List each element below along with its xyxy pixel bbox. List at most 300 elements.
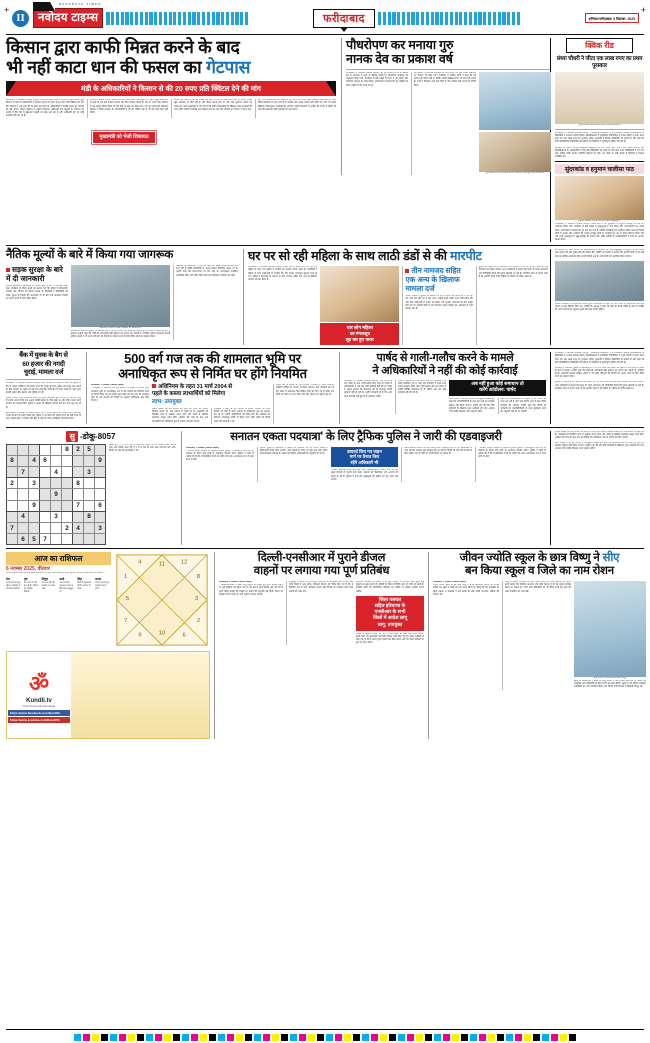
sudoku-cell[interactable] <box>7 534 18 545</box>
sudoku-cell[interactable]: 4 <box>29 455 40 466</box>
councillor-headline-line1: पार्षद से गाली-गलौच करने के मामले <box>376 352 514 365</box>
registration-swatch <box>425 1034 432 1041</box>
guru-headline-line2: नानक देव का प्रकाश वर्ष <box>346 52 453 66</box>
color-registration-bar <box>0 1032 650 1043</box>
registration-swatch <box>128 1034 135 1041</box>
student-headline-line1 <box>433 552 646 565</box>
sudoku-row <box>7 534 106 545</box>
edition-city-tab[interactable]: फरीदाबाद <box>313 9 375 28</box>
registration-swatch <box>569 1034 576 1041</box>
sudoku-cell[interactable] <box>40 467 51 478</box>
sudoku-cell[interactable] <box>73 534 84 545</box>
councillor-headline-line2: ने अधिकारियों ने नहीं की कोई कार्रवाई <box>372 364 518 377</box>
land-col-1: : उपायुक्त ने जानकारी देते हुए बताया कि हरियाणा सरकार द्वारा शामलात भूमि पर अनाधिकृत रूप से बने मकानों को नियमित करने का निर्णय लिया गया है। इसके तहत 500 वर्ग गज तक की शामलात भूमि पर बने मकानों को नियमों के अनुसार मालिकाना हक दिया जाएगा। <box>91 387 149 403</box>
registration-swatch <box>155 1034 162 1041</box>
lead-headline-highlight: गेटपास <box>206 56 251 77</box>
traffic-col-3: 2 नंबर, अजरौंदा चौक, बस स्टैंड चौक, बड़खल चौक, सेक्टर चौक व अन्य प्रमुख चौराहों से गुजरने वाले वाहन चालकों को वैकल्पिक मार्ग अपनाने की सलाह दी गई है। पुलिस ने कहा कि श्रद्धालुओं की सुविधा का पूरा ध्यान रखा जाएगा। <box>330 469 399 481</box>
sudoku-cell[interactable] <box>18 522 29 533</box>
registration-swatch <box>290 1034 297 1041</box>
traffic-col-2: ट्रैफिक पुलिस के अधिकारी ने बताया कि पदयात्रा मार्ग पर पर्याप्त संख्या में पुलिसकर्मी तैनात किए जाएंगे। भारी वाहनों के प्रवेश पर पूरी तरह रोक रहेगी। आपातकालीन सेवाओं के वाहनों को निर्बाध आवाजाही की अनुमति दी गई है। <box>257 447 328 482</box>
student-col-2: विष्णु ने अपनी सफलता का श्रेय अपने माता-पिता और शिक्षकों को दिया। उसने बताया कि नियमित अध्ययन और कड़ी मेहनत से ही यह मुकाम हासिल किया जा सकता है। उसने अन्य विद्यार्थियों को भी प्रेरित करते हुए कहा कि लक्ष्य निर्धारित कर आगे बढ़ें। <box>502 581 571 689</box>
land-dateline: फरीदाबाद, 5 दिसम्बर (नवोदय टाइम्स) <box>91 384 124 387</box>
third-left-zone <box>6 352 546 423</box>
traffic-callout-line2: मार्ग पर तैनात किए <box>349 454 380 460</box>
registration-swatch <box>119 1034 126 1041</box>
assault-callout-line2: का मंगलसूत्र <box>349 331 370 337</box>
top-left-zone <box>6 38 546 242</box>
student-headline-highlight: सीए <box>602 552 620 565</box>
sudoku-cell[interactable] <box>84 489 95 500</box>
sudoku-grid[interactable] <box>6 444 106 546</box>
sudoku-block <box>6 431 176 546</box>
youtube-link[interactable]: https://www.youtube.com/KundliTv <box>8 717 70 723</box>
sudoku-cell[interactable] <box>95 489 106 500</box>
registration-swatch <box>407 1034 414 1041</box>
registration-swatch <box>434 1034 441 1041</box>
registration-swatch <box>362 1034 369 1041</box>
assault-headline-text: घर पर सो रही महिला के साथ लाठी डंडों से की <box>248 249 451 264</box>
sudoku-cell[interactable] <box>84 522 95 533</box>
sudoku-cell[interactable]: 6 <box>40 455 51 466</box>
registration-swatch <box>470 1034 477 1041</box>
rail-text-e: अन्य पार्षदों ने भी इस मामले में एकजुटता दिखाते हुए कहा कि जनप्रतिनिधियों के साथ इस तरह का व्यवहार बर्दाश्त नहीं किया जाएगा। उन्होंने मांग की कि दोषी कर्मचारी के खिलाफ तुरंत कार्रवाई की जाए अन्यथा सभी पार्षद मिलकर धरना प्रदर्शन करेंगे। <box>555 442 644 451</box>
sudoku-cell[interactable]: 5 <box>29 534 40 545</box>
registration-swatch <box>371 1034 378 1041</box>
diesel-callout-line1: जिला पलवल <box>378 597 402 603</box>
sudoku-cell[interactable] <box>62 455 73 466</box>
councillor-col-3: अन्य पार्षदों ने भी इस मामले में एकजुटता दिखाते हुए कहा कि जनप्रतिनिधियों के साथ इस तरह का व्यवहार बर्दाश्त नहीं किया जाएगा। उन्होंने मांग की कि दोषी कर्मचारी के खिलाफ तुरंत कार्रवाई की जाए अन्यथा सभी पार्षद मिलकर धरना प्रदर्शन करेंगे। <box>449 398 495 413</box>
traffic-headline: सनातन एकता पदयात्रा' के लिए ट्रैफिक पुलिस ने जारी की एडवाइजरी <box>230 430 502 443</box>
student-col-3: स्कूल के प्रधानाचार्य ने कहा कि विष्णु हमेशा से एक मेधावी छात्र रहा है। उसकी यह उपलब्धि अन्य विद्यार्थियों के लिए प्रेरणा का स्रोत बनेगी। स्कूल में एक विशेष कार्यक्रम आयोजित कर उसे सम्मानित किया गया जिसमें सभी शिक्षक व विद्यार्थी मौजूद रहे। <box>574 680 646 689</box>
assault-headline <box>248 249 548 263</box>
sudoku-cell[interactable]: 8 <box>84 511 95 522</box>
registration-swatch <box>308 1034 315 1041</box>
student-col-1: जीवन ज्योति स्कूल के पूर्व छात्र विष्णु ने चार्टर्ड अकाउंटेंट (सीए) की परीक्षा उत्तीर्ण कर स्कूल व जिले का नाम रोशन किया है। विष्णु की इस उपलब्धि पर स्कूल प्रबंधन व शिक्षकों ने उसे बधाई दी और उसके उज्ज्वल भविष्य की कामना की। <box>433 584 499 596</box>
lead-callout <box>92 131 156 143</box>
sudoku-cell[interactable] <box>51 500 62 511</box>
registration-swatch <box>146 1034 153 1041</box>
sudoku-cell[interactable] <box>18 500 29 511</box>
registration-swatch <box>398 1034 405 1041</box>
registration-swatch <box>560 1034 567 1041</box>
registration-swatch <box>389 1034 396 1041</box>
kundli-house-number: 5 <box>125 596 130 603</box>
quick-read-sub-body-2: इस अवसर पर मंदिर परिसर को आकर्षक ढंग से सजाया गया था। श्रद्धालुओं ने हनुमान जी की विशेष पूजा-अर्चना की और सुख-शांति की प्रार्थना की। समिति के सदस्यों ने बताया कि आगामी दिनों में भी इसी तरह के धार्मिक आयोजन किए जाएंगे जिनमें क्षेत्र के सभी लोगों को आमंत्रित किया जाएगा। <box>555 249 644 258</box>
land-headline-line2: अनाधिकृत रूप से निर्मित घर होंगे नियमित <box>118 365 307 381</box>
sudoku-cell[interactable] <box>40 489 51 500</box>
sudoku-cell[interactable]: 3 <box>84 467 95 478</box>
assault-headline-highlight: मारपीट <box>450 249 482 264</box>
assault-photo <box>320 266 399 322</box>
sudoku-cell[interactable] <box>18 444 29 455</box>
student-photo-caption: सीए बनने पर सम्मानित होते छात्र विष्णु। <box>593 677 627 680</box>
diesel-col-1: : दिल्ली-एनसीआर में बढ़ते वायु प्रदूषण को देखते हुए पुराने डीजल वाहनों पर पूर्ण प्रतिबंध लगा दिया गया है। 10 वर्ष से पुराने डीजल और 15 वर्ष से पुराने पेट्रोल वाहनों को सड़कों पर चलाने की अनुमति नहीं होगी। नियम का उल्लंघन करने वालों पर भारी जुर्माना लगाया जाएगा। <box>219 584 283 596</box>
sudoku-row <box>7 500 106 511</box>
sudoku-cell[interactable] <box>40 500 51 511</box>
bank-body-3: बैंक प्रबंधन ने ग्राहकों से अपील की है कि वे अपने सामान का विशेष ध्यान रखें और नगदी लेन-देन के समय सतर्क रहें। पुलिस ने भी लोगों को सलाह दी है कि बड़ी रकम के साथ अकेले बाहर न निकलें और बैंक में भीड़ के समय अतिरिक्त सावधानी बरतें। <box>6 411 81 420</box>
assault-bullet-line2: एक अन्य के खिलाफ <box>405 275 460 285</box>
sudoku-cell[interactable] <box>29 522 40 533</box>
bank-headline <box>6 352 81 377</box>
story-student <box>428 552 646 739</box>
story-councillor <box>339 352 546 423</box>
sudoku-cell[interactable] <box>95 534 106 545</box>
sudoku-cell[interactable]: 3 <box>51 511 62 522</box>
registration-swatch <box>488 1034 495 1041</box>
kundli-house-number: 2 <box>196 618 201 625</box>
councillor-callout-line2: करेंगे आंदोलन: पार्षद <box>479 388 516 394</box>
diesel-dateline: फरीदाबाद, 5 दिसम्बर (नवोदय टाइम्स) <box>219 581 252 584</box>
traffic-callout-line1: डायवर्ट किए गए वाहन <box>347 448 382 454</box>
sudoku-cell[interactable] <box>51 455 62 466</box>
sudoku-cell[interactable] <box>84 455 95 466</box>
story-guru-nanak <box>341 38 551 175</box>
registration-swatch <box>479 1034 486 1041</box>
guru-photo-2 <box>479 132 551 172</box>
student-dateline: फरीदाबाद, 5 दिसम्बर (नवोदय टाइम्स): <box>433 581 467 584</box>
sudoku-cell[interactable] <box>40 478 51 489</box>
kundli-house-number: 12 <box>180 559 188 566</box>
registration-swatch <box>263 1034 270 1041</box>
quick-read-sub-body: फरीदाबाद, 5 दिसम्बर (नवोदय टाइम्स): सेक्टर क्षेत्र में श्री सुंदरकांड व हनुमान चालीसा के पाठ का आयोजन किया गया। कार्यक्रम में बड़ी संख्या में श्रद्धालुओं ने भाग लिया और भजन-कीर्तन का आनंद लिया। आयोजकों ने बताया कि हर माह इस तरह के धार्मिक कार्यक्रमों का आयोजन किया जाता है जिससे लोगों में आस्था और भाईचारे की भावना मजबूत होती है। कार्यक्रम के अंत में प्रसाद वितरण किया गया और सभी श्रद्धालुओं ने सुख-समृद्धि की कामना की। मंदिर समिति के पदाधिकारियों ने सभी का आभार व्यक्त किया। <box>555 223 644 242</box>
guru-headline-line1: पौधरोपण कर मनाया गुरु <box>346 38 454 52</box>
sudoku-cell[interactable] <box>29 511 40 522</box>
land-callout <box>152 384 270 406</box>
guru-photo-wrap <box>479 72 551 175</box>
registration-swatch <box>326 1034 333 1041</box>
registration-swatch <box>137 1034 144 1041</box>
sudoku-cell[interactable] <box>18 455 29 466</box>
kundli-house-number: 4 <box>138 559 142 566</box>
fourth-band <box>6 431 644 546</box>
diesel-callout-line2: सहित हरियाणा के <box>374 603 406 609</box>
rail-text-b: कार्यक्रम में यातायात पुलिस के अधिकारियों ने भी भाग लिया और बच्चों को हेलमेट व सीट बेल्ट के महत्व के बारे में बताया। उन्होंने कहा कि छोटी-सी लापरवाही बड़ी दुर्घटना का कारण बन सकती है, इसलिए हमेशा सावधानी बरतनी चाहिए। बच्चों ने भी अपने परिजनों को नियमों का पालन करने के लिए प्रेरित करने का संकल्प लिया। <box>555 366 644 379</box>
registration-swatch <box>200 1034 207 1041</box>
registration-swatch <box>83 1034 90 1041</box>
councillor-col-1: फरीदाबाद, 5 दिसम्बर (नवोदय टाइम्स): नगर निगम के एक पार्षद के साथ गाली-गलौच किए जाने के मामले में अधिकारियों ने अब तक कोई कार्रवाई नहीं की है। पार्षद ने आरोप लगाया कि शिकायत देने के बावजूद उनकी सुनवाई नहीं हो रही है। उन्होंने चेतावनी दी है कि अगर जल्द कार्रवाई नहीं हुई तो वे आंदोलन करेंगे। <box>344 379 392 398</box>
student-headline-text: जीवन ज्योति स्कूल के छात्र विष्णु ने <box>459 552 603 565</box>
sudoku-cell[interactable]: 9 <box>29 500 40 511</box>
traffic-dateline: फरीदाबाद, 5 दिसम्बर (नवोदय टाइम्स) <box>186 446 219 449</box>
fourth-left-zone <box>6 431 546 546</box>
registration-swatch <box>272 1034 279 1041</box>
fifth-band <box>6 552 644 739</box>
kundli-house-number: 1 <box>123 574 128 581</box>
sudoku-cell[interactable] <box>62 478 73 489</box>
horoscope-sign: सिंह मित्रों से मुलाकात होगी। व्यापार में लाभ। <box>77 576 92 590</box>
kundli-ad[interactable] <box>6 651 210 739</box>
sudoku-cell[interactable]: 7 <box>18 467 29 478</box>
registration-swatch <box>551 1034 558 1041</box>
story-assault <box>243 249 548 345</box>
top-band <box>6 38 644 242</box>
sudoku-cell[interactable] <box>62 534 73 545</box>
sudoku-cell[interactable]: 4 <box>73 522 84 533</box>
rail-text-a: फरीदाबाद, 5 दिसम्बर (नवोदय टाइम्स) : सांस्कृतिक कार्यक्रमों में श्री विश्वकर्मा कौशल विश्वविद्यालय के विद्यार्थियों ने शानदार प्रदर्शन किया। विश्वविद्यालय में आयोजित प्रतियोगिता में संध्या चौधरी ने प्रथम स्थान प्राप्त कर एक लाख रुपए का पुरस्कार जीता। कुलपति ने विजेता विद्यार्थियों को बधाई दी और कहा कि ऐसी प्रतियोगिताएं विद्यार्थियों की प्रतिभा को निखारने में महत्वपूर्ण भूमिका निभाती हैं। <box>555 352 644 364</box>
sudoku-cell[interactable]: 4 <box>51 467 62 478</box>
sudoku-cell[interactable] <box>84 500 95 511</box>
sudoku-cell[interactable]: 7 <box>7 522 18 533</box>
sudoku-cell[interactable] <box>40 444 51 455</box>
quick-read-photo-3 <box>555 261 644 301</box>
lead-headline-line1: किसान द्वारा काफी मिन्नत करने के बाद <box>6 37 240 57</box>
bank-body-2: पुलिस ने बैंक में लगे सीसीटीवी कैमरों की फुटेज खंगालनी शुरू कर दी है। प्रारंभिक जांच में सामने आया है कि एक अज्ञात व्यक्ति युवक के पीछे खड़ा था और मौका पाकर उसने वारदात को अंजाम दिया। पुलिस ने अज्ञात के खिलाफ मामला दर्ज कर जांच शुरू कर दी है। <box>6 397 81 409</box>
quick-read-body-2: कार्यक्रम के दौरान विभिन्न सांस्कृतिक प्रस्तुतियां दी गईं जिनमें नृत्य, गायन और नाटक शामिल रहे। विश्वविद्यालय के अधिकारियों ने कहा कि विद्यार्थियों को पढ़ाई के साथ-साथ अन्य गतिविधियों में भी भाग लेना चाहिए ताकि उनका सर्वांगीण विकास हो सके। इस मौके पर बड़ी संख्या में विद्यार्थी व शिक्षक उपस्थित रहे। <box>555 146 644 159</box>
diesel-col-2: उपायुक्त ने बताया कि यह आदेश हरियाणा के एनसीआर क्षेत्र में आने वाले सभी जिलों में लागू होगा। परिवहन विभाग को निर्देश दिए गए हैं कि वे नियमित रूप से जांच अभियान चलाएं और नियमों का उल्लंघन करने वाले वाहनों को जब्त करें। <box>286 581 353 645</box>
sudoku-cell[interactable]: 8 <box>73 478 84 489</box>
sudoku-cell[interactable]: 2 <box>62 522 73 533</box>
horoscope-sign: मिथुन यात्रा का योग है। स्वास्थ्य का ध्यान रखें। <box>41 576 56 590</box>
student-photo <box>574 581 646 677</box>
registration-swatch <box>524 1034 531 1041</box>
registration-swatch <box>182 1034 189 1041</box>
assault-bullet-line3: मामला दर्ज <box>405 284 435 294</box>
assault-bullet <box>403 266 472 293</box>
horoscope-sign: वृष धन लाभ के योग बन रहे हैं। परिवार का सहयोग मिलेगा। <box>23 576 39 593</box>
crop-mark-right: + <box>640 5 646 15</box>
kundli-house-number: 9 <box>138 632 142 639</box>
assault-col-3: पुलिस का कहना है कि आरोपियों की तलाश की जा रही है और जल्द ही उन्हें गिरफ्तार कर लिया जाएगा। जांच अधिकारी ने बताया कि घटना के समय आसपास लगे सीसीटीवी कैमरों की फुटेज खंगाली जा रही है। प्रारंभिक जांच में सामने आया है कि आरोपी पहले से ही महिला के परिवार से रंजिश रखते थे। <box>476 266 548 345</box>
sudoku-cell[interactable] <box>73 511 84 522</box>
councillor-callout-line1: अब नहीं हुआ कोई समाधान तो <box>471 381 524 387</box>
sudoku-cell[interactable] <box>51 444 62 455</box>
traffic-col-4: इसके अलावा पार्किंग के लिए विशेष स्थान निर्धारित किए गए हैं। आयोजकों के साथ समन्वय बनाकर पूरी व्यवस्था की जा रही है। किसी भी तरह की समस्या के लिए कंट्रोल रूम के नंबर पर संपर्क किया जा सकता है। <box>401 447 472 482</box>
kundli-chart <box>114 552 210 648</box>
assault-bullet-line1: तीन नामजद सहित <box>411 266 461 276</box>
sudoku-cell[interactable]: 3 <box>95 522 106 533</box>
kundli-house-number: 10 <box>158 630 166 637</box>
horoscope-block <box>6 552 210 739</box>
horoscope-date: 6 नवम्बर 2025, वीरवार <box>6 566 50 573</box>
guru-col-1: फरीदाबाद, 5 दिसम्बर (नवोदय टाइम्स): श्री गुरु नानक देव जी के प्रकाश वर्ष के उपलक्ष्य में शहर के विभिन्न स्थानों पर पौधरोपण कार्यक्रम का आयोजन किया गया। कार्यक्रम में बड़ी संख्या में संगत ने भाग लिया और पर्यावरण संरक्षण का संदेश दिया। आयोजकों ने बताया कि गुरु साहिब का संदेश प्रकृति से प्रेम करने का है। <box>346 72 408 87</box>
second-band <box>6 249 644 345</box>
assault-callout-line3: लूट कर हुए फरार <box>345 337 374 343</box>
land-headline-line1: 500 वर्ग गज तक की शामलात भूमि पर <box>124 351 301 367</box>
registration-swatch <box>335 1034 342 1041</box>
registration-swatch <box>452 1034 459 1041</box>
kundli-logo-icon: ॐ <box>28 670 50 696</box>
crop-mark-left: + <box>4 5 10 15</box>
story-bank-theft <box>6 352 81 423</box>
bullet-square-icon <box>6 268 10 272</box>
sudoku-cell[interactable]: 2 <box>73 444 84 455</box>
guru-col-2: इस अवसर पर विभिन्न प्रजातियों के पौधे लगाए गए और उनकी देखभाल का संकल्प भी लिया गया। कार्यक्रम में शामिल लोगों ने कहा कि पेड़ लगाना ही पर्याप्त नहीं है, बल्कि उनकी देखरेख करना भी उतना ही जरूरी है। सभी ने मिलकर आने वाले दिनों में और अधिक पौधे लगाने का निर्णय लिया। <box>411 72 476 175</box>
kundli-brand: Kundli.tv <box>26 697 52 704</box>
horoscope-sign: मेष आज का दिन शुभ रहेगा। कार्यक्षेत्र में सफलता मिलेगी। <box>6 576 21 590</box>
quick-read-sub-body-3: धार्मिक कार्यक्रमों के साथ-साथ समिति द्वारा समाजसेवा के कार्य भी किए जाते हैं। जरूरतमंद लोगों को भोजन व वस्त्र वितरित किए गए। समिति के अध्यक्ष ने कहा कि सेवा ही सच्ची भक्ति है और हर व्यक्ति को अपने सामर्थ्य के अनुसार दूसरों की मदद करनी चाहिए। <box>555 302 644 311</box>
kundli-house-number: 6 <box>182 632 186 639</box>
land-col-2: उन्होंने बताया कि इस योजना का लाभ उन लोगों को मिलेगा जिनका कब्जा 31 मार्च 2004 से पहले का है। आवेदकों को निर्धारित प्रपत्र में आवेदन करना होगा और कब्जे से संबंधित दस्तावेज प्रस्तुत करने होंगे। आवेदन की जांच के बाद पात्र लाभार्थियों को मालिकाना हक के प्रमाण पत्र दिए जाएंगे। <box>152 407 208 423</box>
publication-logo[interactable] <box>33 3 103 28</box>
assault-callout-line1: चार लोग महिला <box>346 325 373 331</box>
sudoku-row <box>7 522 106 533</box>
registration-swatch <box>110 1034 117 1041</box>
sudoku-cell[interactable] <box>51 534 62 545</box>
traffic-callout <box>331 447 399 468</box>
sudoku-cell[interactable] <box>7 500 18 511</box>
student-headline-line2: बन किया स्कूल व जिले का नाम रोशन <box>465 565 614 578</box>
bottom-rule <box>6 1029 644 1030</box>
registration-swatch <box>353 1034 360 1041</box>
bank-headline-line3: चुराई, मामला दर्ज <box>23 369 64 376</box>
quick-read-sub-caption: हनुमान चालीसा पाठ के दौरान उपस्थित श्रद्धालुजन। <box>578 220 621 223</box>
traffic-callout-line3: रहेंगे अधिकारी भी <box>350 459 379 465</box>
story-diesel <box>214 552 424 739</box>
kundli-svg-icon <box>114 552 210 648</box>
moral-bullet-text: सड़क सुरक्षा के बारे में दी जानकारी <box>6 265 63 284</box>
sudoku-cell[interactable]: 6 <box>18 534 29 545</box>
assault-col-1: फरीदाबाद, 5 दिसम्बर (नवोदय टाइम्स): सेक्टर क्षेत्र में अपने घर में सो रही एक महिला के साथ चार युवकों ने मारपीट का मामला सामने आया है। आरोपियों ने महिला के साथ लाठी-डंडों से मारपीट की और उसका मंगलसूत्र लूटकर फरार हो गए। पुलिस ने शिकायत के आधार पर तीन नामजद सहित एक अन्य के खिलाफ मामला दर्ज कर लिया है। <box>248 266 318 281</box>
quick-read-body: फरीदाबाद, 5 दिसम्बर (नवोदय टाइम्स) : सांस्कृतिक कार्यक्रमों में श्री विश्वकर्मा कौशल विश्वविद्यालय के विद्यार्थियों ने शानदार प्रदर्शन किया। विश्वविद्यालय में आयोजित प्रतियोगिता में संध्या चौधरी ने प्रथम स्थान प्राप्त कर एक लाख रुपए का पुरस्कार जीता। कुलपति ने विजेता विद्यार्थियों को बधाई दी और कहा कि ऐसी प्रतियोगिताएं विद्यार्थियों की प्रतिभा को निखारने में महत्वपूर्ण भूमिका निभाती हैं। <box>555 132 644 144</box>
sudoku-cell[interactable] <box>29 467 40 478</box>
horoscope-signs <box>6 578 111 594</box>
councillor-col-2: पार्षद ने बताया कि वह अपने वार्ड की समस्याओं को लेकर कार्यालय गए थे, जहां एक कर्मचारी ने उनके साथ अभद्र व्यवहार किया और गाली-गलौच की। इस संबंध में उन्होंने लिखित शिकायत दी थी लेकिन अब तक कोई कार्रवाई नहीं की गई है। <box>395 380 446 414</box>
kundli-house-number: 3 <box>194 596 199 603</box>
third-band <box>6 352 644 423</box>
kundli-house-number: 8 <box>196 574 201 581</box>
sudoku-cell[interactable] <box>84 534 95 545</box>
registration-swatch <box>173 1034 180 1041</box>
right-rail-filler-2 <box>550 431 644 546</box>
publication-emblem-icon: II <box>12 10 29 27</box>
story-traffic <box>181 431 546 546</box>
quick-read-lead-headline: संध्या चौधरी ने जीता एक लाख रुपए का प्रथम पुरस्कार <box>556 56 643 69</box>
lead-callout-text: मुख्यमंत्री को भेजी शिकायत <box>99 134 149 141</box>
diesel-headline-line1: दिल्ली-एनसीआर में पुराने डीजल <box>257 552 386 565</box>
diesel-callout-line3: एनसीआर के सभी <box>374 610 406 616</box>
sudoku-cell[interactable] <box>29 489 40 500</box>
rail-text-d: उन्होंने बताया कि इस योजना का लाभ उन लोगों को मिलेगा जिनका कब्जा 31 मार्च 2004 से पहले का है। आवेदकों को निर्धारित प्रपत्र में आवेदन करना होगा और कब्जे से संबंधित दस्तावेज प्रस्तुत करने होंगे। आवेदन की जांच के बाद पात्र लाभार्थियों को मालिकाना हक के प्रमाण पत्र दिए जाएंगे। <box>555 430 644 439</box>
moral-photo <box>71 265 171 327</box>
lead-col-4: वहीं मंडी अधिकारियों का कहना है कि उनके पास ऐसी कोई शिकायत नहीं आई है। अगर किसी कर्मचारी ने रुपए मांगे हैं तो उसकी जांच कराई जाएगी और दोषी पाए जाने पर उसके खिलाफ नियमानुसार कार्रवाई की जाएगी। उन्होंने किसानों से अपील की है कि वे किसी भी तरह की शिकायत सीधे कार्यालय में दर्ज कराएं। <box>255 99 336 118</box>
sudoku-cell[interactable] <box>73 455 84 466</box>
registration-swatch <box>254 1034 261 1041</box>
sudoku-cell[interactable] <box>40 522 51 533</box>
sudoku-cell[interactable] <box>62 489 73 500</box>
sudoku-cell[interactable] <box>51 522 62 533</box>
kundli-house-number: 7 <box>123 618 128 625</box>
moral-col-1: स्थानीय विद्यालय में विद्यार्थियों को नैतिक मूल्यों के बारे में जागरूक किया गया। कार्यक्रम के दौरान बच्चों को बताया गया कि जीवन में ईमानदारी, सच्चाई और परिश्रम का कितना महत्व है। विशेषज्ञों ने विद्यार्थियों को सड़क सुरक्षा के नियमों की जानकारी भी दी और उन्हें यातायात नियमों का पालन करने के लिए प्रेरित किया। <box>6 285 68 300</box>
sudoku-cell[interactable] <box>95 478 106 489</box>
registration-swatch <box>299 1034 306 1041</box>
registration-swatch <box>92 1034 99 1041</box>
sudoku-cell[interactable] <box>7 511 18 522</box>
sudoku-row <box>7 455 106 466</box>
sudoku-cell[interactable] <box>18 489 29 500</box>
subhead-arrow-right-icon <box>326 81 336 96</box>
sudoku-cell[interactable] <box>84 478 95 489</box>
sudoku-cell[interactable] <box>29 444 40 455</box>
sudoku-cell[interactable]: 5 <box>84 444 95 455</box>
sudoku-cell[interactable] <box>7 444 18 455</box>
sudoku-cell[interactable] <box>62 511 73 522</box>
land-callout-line3: लाभ: उपायुक्त <box>152 398 182 405</box>
sudoku-cell[interactable] <box>7 489 18 500</box>
sudoku-header <box>6 431 176 442</box>
sudoku-cell[interactable] <box>95 511 106 522</box>
registration-swatch <box>416 1034 423 1041</box>
logo-latin-name: NAVODAYA TIMES <box>59 3 102 6</box>
sudoku-cell[interactable] <box>18 478 29 489</box>
sudoku-rules: खाली वर्गों में 1 से 9 तक के अंक इस प्रकार भरें कि प्रत्येक पंक्ति, प्रत्येक स्तंभ और प्रत्येक 3x3 वर्ग में 1 से 9 तक के सभी अंक एक-एक बार आएं। किसी भी अंक की पुनरावृत्ति न हो। <box>109 443 176 452</box>
sudoku-cell[interactable] <box>7 467 18 478</box>
sudoku-title: -डोकू-8057 <box>79 431 116 441</box>
subhead-arrow-left-icon <box>6 81 16 96</box>
sudoku-cell[interactable]: 2 <box>7 478 18 489</box>
sudoku-cell[interactable]: 7 <box>73 500 84 511</box>
registration-swatch <box>236 1034 243 1041</box>
sudoku-row <box>7 478 106 489</box>
sudoku-cell[interactable]: 8 <box>7 455 18 466</box>
sudoku-cell[interactable] <box>51 478 62 489</box>
lead-headline-line2-text: भी नहीं काटा धान की फसल का <box>6 56 207 77</box>
sudoku-cell[interactable] <box>95 444 106 455</box>
second-left-zone <box>6 249 549 345</box>
registration-swatch <box>515 1034 522 1041</box>
quick-read-sub-photo <box>555 176 644 220</box>
sudoku-cell[interactable] <box>95 467 106 478</box>
registration-swatch <box>101 1034 108 1041</box>
story-land <box>86 352 334 423</box>
sudoku-cell[interactable] <box>73 467 84 478</box>
sudoku-badge: सु <box>66 431 77 442</box>
bullet-square-icon <box>405 269 409 273</box>
registration-swatch <box>461 1034 468 1041</box>
lead-col-2: किसान ने बताया कि वह अपनी धान की फसल लेकर मंडी पहुंचा था। वहां मौजूद कर्मचारियों ने पहले तो उसे घंटों इंतजार कराया और फिर गेटपास काटने के नाम पर रुपए मांगे। किसान ने जब इसका विरोध किया तो उसे मंडी से बाहर कर दिया गया। इस पूरे मामले की शिकायत किसान ने जिला प्रशासन के अधिकारियों से भी की, लेकिन वहां से भी उसे कोई राहत नहीं मिली। <box>87 99 168 118</box>
registration-swatch <box>542 1034 549 1041</box>
registration-swatch <box>227 1034 234 1041</box>
sudoku-cell[interactable]: 3 <box>29 478 40 489</box>
registration-swatch <box>317 1034 324 1041</box>
horoscope-sign: कर्क नए कार्य की शुरुआत करने के लिए दिन अनुकूल है। <box>59 576 74 593</box>
moral-col-2: कार्यक्रम में यातायात पुलिस के अधिकारियों ने भी भाग लिया और बच्चों को हेलमेट व सीट बेल्ट के महत्व के बारे में बताया। उन्होंने कहा कि छोटी-सी लापरवाही बड़ी दुर्घटना का कारण बन सकती है, इसलिए हमेशा सावधानी बरतनी चाहिए। बच्चों ने भी अपने परिजनों को नियमों का पालन करने के लिए प्रेरित करने का संकल्प लिया। <box>70 330 171 339</box>
sudoku-row <box>7 444 106 455</box>
sudoku-cell[interactable] <box>73 489 84 500</box>
rail-text-c: पुलिस का कहना है कि आरोपियों की तलाश की जा रही है और जल्द ही उन्हें गिरफ्तार कर लिया जाएगा। जांच अधिकारी ने बताया कि घटना के समय आसपास लगे सीसीटीवी कैमरों की फुटेज खंगाली जा रही है। प्रारंभिक जांच में सामने आया है कि आरोपी पहले से ही महिला के परिवार से रंजिश रखते थे। <box>555 381 644 390</box>
land-col-3: उपायुक्त ने कहा कि इस योजना से हजारों परिवारों को लाभ मिलेगा जो वर्षों से अपने मकानों के मालिकाना हक का इंतजार कर रहे थे। उन्होंने अधिकारियों को निर्देश दिए कि आवेदनों का निपटारा समयबद्ध तरीके से किया जाए ताकि लोगों को किसी प्रकार की परेशानी न हो। <box>211 408 270 424</box>
sudoku-cell[interactable]: 9 <box>51 489 62 500</box>
right-rail-filler-1 <box>550 352 644 423</box>
masthead-bars-left <box>106 12 310 25</box>
sudoku-cell[interactable] <box>62 500 73 511</box>
bank-headline-line1: बैंक में युवक के बैग से <box>19 352 68 360</box>
quick-read-sub-title: सुंदरकांड व हनुमान चालीसा पाठ <box>555 164 644 174</box>
sudoku-cell[interactable]: 9 <box>95 455 106 466</box>
sudoku-row <box>7 489 106 500</box>
diesel-callout-line5: लागू: उपायुक्त <box>377 622 403 628</box>
sudoku-cell[interactable]: 4 <box>18 511 29 522</box>
lead-subhead <box>6 81 336 96</box>
registration-swatch <box>164 1034 171 1041</box>
moral-photo-caption: कार्यक्रम के दौरान उपस्थित विद्यार्थी एवं अतिथिगण। <box>99 327 142 330</box>
sudoku-cell[interactable]: 6 <box>95 500 106 511</box>
sudoku-cell[interactable]: 8 <box>62 444 73 455</box>
sudoku-cell[interactable] <box>62 467 73 478</box>
diesel-col-4: आदेश के अनुसार पेट्रोल पंपों पर भी ऐसे वाहनों को ईंधन नहीं दिया जाएगा। इसके लिए पंप संचालकों को विशेष निर्देश जारी किए गए हैं। वाहन मालिकों से कहा गया है कि वे अपने पुराने वाहनों को स्क्रैप कराएं और नए वाहन खरीदने पर छूट का लाभ उठाएं। <box>356 632 424 645</box>
traffic-col-5: : सनातन एकता पदयात्रा के मद्देनजर ट्रैफिक पुलिस ने एडवाइजरी जारी की है। पदयात्रा के दौरान कई मार्गों पर यातायात डायवर्ट रहेगा। पुलिस ने लोगों से अपील की है कि वे वैकल्पिक मार्गों का प्रयोग करें और अनावश्यक रूप से यात्रा करने से बचें। <box>475 447 546 482</box>
kundli-tagline: Your Personal Astrologer <box>22 703 56 708</box>
land-callout-line1: अधिनियम के तहत 31 मार्च 2004 से <box>158 384 233 391</box>
sudoku-cell[interactable]: 7 <box>40 534 51 545</box>
sudoku-cell[interactable] <box>40 511 51 522</box>
diesel-col-3: पर्यावरण विशेषज्ञों का कहना है कि पुराने वाहनों से निकलने वाला धुआं वायु प्रदूषण का बड़ा कारण है। सर्दियों के मौसम में स्थिति और भी गंभीर हो जाती है। इसलिए लोगों को सार्वजनिक परिवहन का अधिक से अधिक उपयोग करना चाहिए। <box>356 581 424 593</box>
facebook-link[interactable]: https://www.facebook.com/kundlitv <box>8 710 70 716</box>
flag-icon <box>33 2 55 11</box>
diesel-headline-line2: वाहनों पर लगाया गया पूर्ण प्रतिबंध <box>253 565 390 578</box>
lead-col-3: किसान का कहना है कि वह पिछले कई दिनों से मंडी के चक्कर काट रहा है। उसकी फसल खुले आसमान के नीचे पड़ी है और मौसम खराब होने पर उसे भारी नुकसान उठाना पड़ सकता है। उसने मुख्यमंत्री से मांग की है कि दोषी अधिकारियों के खिलाफ सख्त कार्रवाई की जाए ताकि भविष्य में किसी अन्य किसान को इस तरह की परेशानी का सामना न करना पड़े। <box>171 99 252 118</box>
registration-swatch <box>443 1034 450 1041</box>
quick-read-rail <box>550 38 644 242</box>
